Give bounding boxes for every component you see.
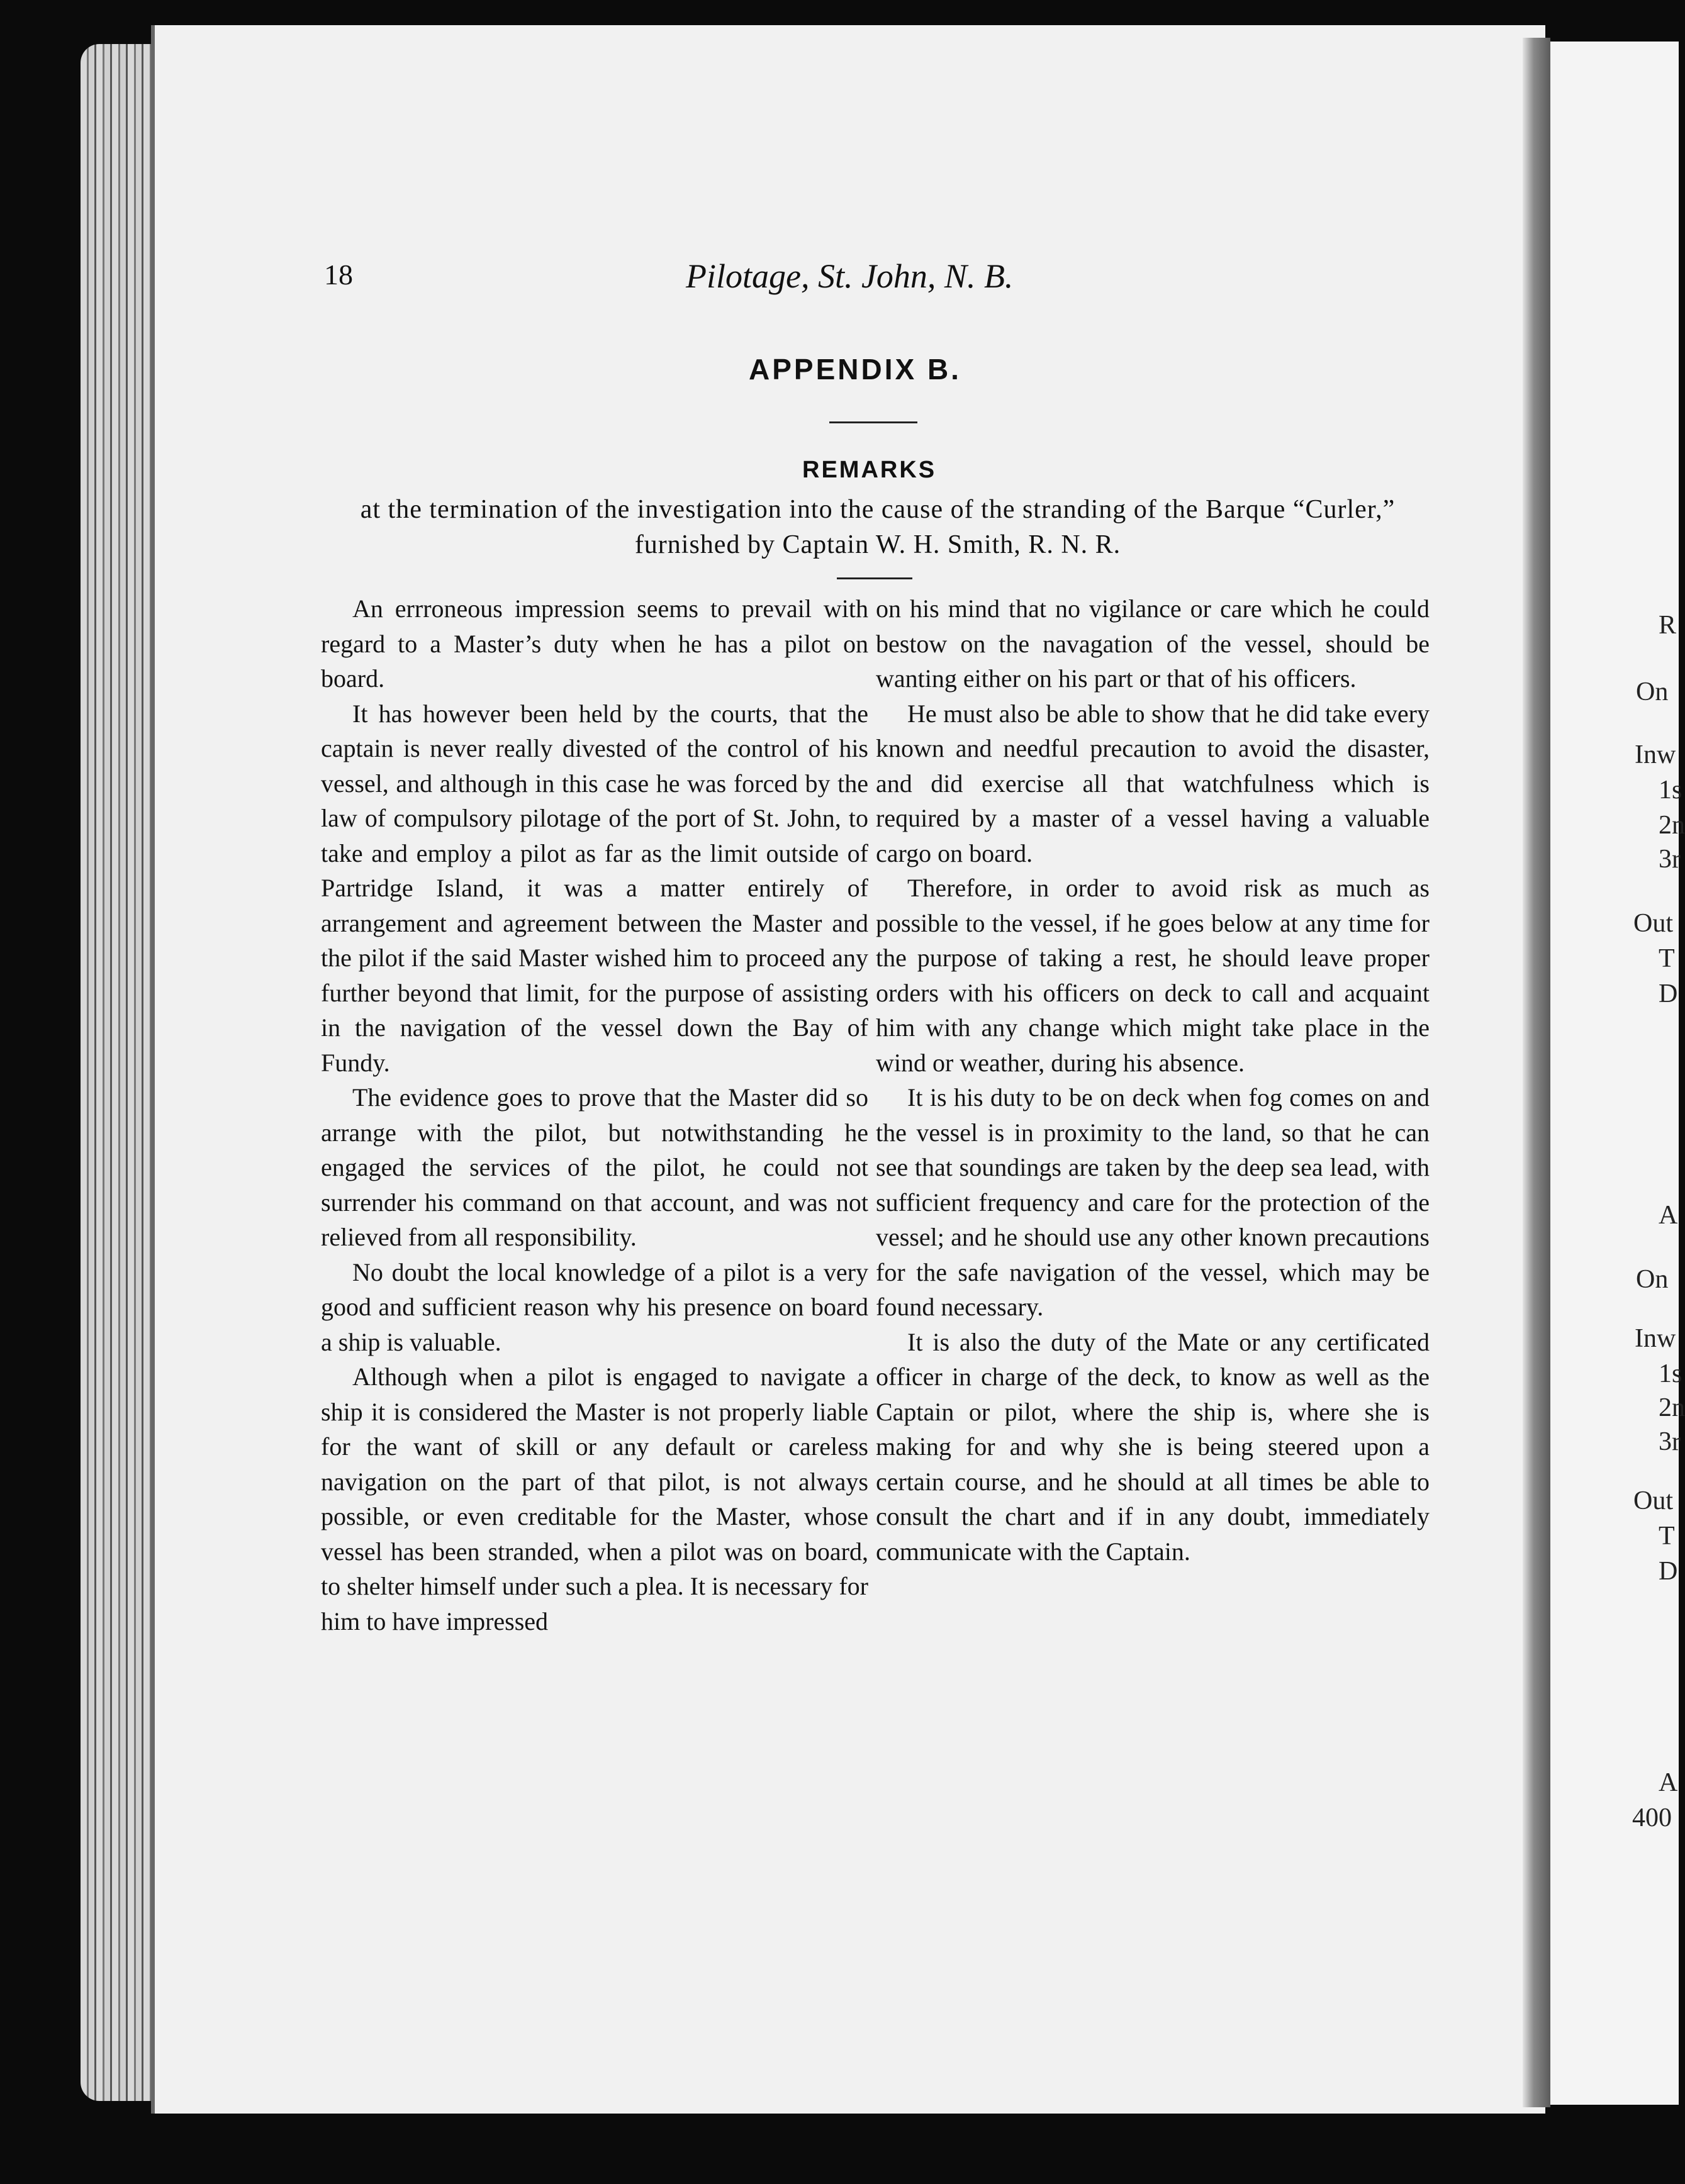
book-gutter [1523, 38, 1550, 2107]
paragraph: It is also the duty of the Mate or any certificated officer in charge of the deck, to know as well as the Captain or pilot, where the ship is, where she is making for and why she is being steered upon a certain course, and he should at all times be able to consult the chart and if in any doubt, immediately communicate with the Captain. [876, 1327, 1430, 1566]
appendix-title: APPENDIX B. [749, 353, 961, 386]
left-column [321, 591, 868, 1639]
paragraph: Although when a pilot is engaged to navigate a ship it is considered the Master is not properly liable for the want of skill or any default or careless navigation on the part of that pilot, is not always possible, or even creditable for the Master, whose vessel has been stranded, when a pilot was on board, to shelter himself under such a plea. It is necessary for him to have impressed [321, 1362, 868, 1635]
paragraph-continuation: on his mind that no vigilance or care which he could bestow on the navagation of the vessel, should be wanting either on his part or that of his officers. [876, 594, 1430, 693]
subtitle-rule [837, 577, 912, 579]
margin-fragment: Out [1633, 909, 1673, 938]
page-number: 18 [324, 259, 353, 291]
margin-fragment: 1s [1659, 776, 1682, 805]
running-head: Pilotage, St. John, N. B. [686, 257, 1014, 295]
margin-fragment: 2n [1659, 1393, 1685, 1422]
margin-fragment: On [1636, 677, 1669, 706]
margin-fragment: A [1659, 1768, 1678, 1797]
remarks-title: REMARKS [802, 457, 937, 483]
margin-fragment: D [1659, 1557, 1678, 1586]
margin-fragment: T [1659, 1522, 1675, 1551]
margin-fragment: 3r [1659, 1427, 1681, 1456]
margin-fragment: D [1659, 979, 1678, 1008]
margin-fragment: On [1636, 1265, 1669, 1294]
paragraph: Therefore, in order to avoid risk as much as possible to the vessel, if he goes below at any time for the purpose of taking a rest, he should leave proper orders with his officers on deck to call and acquaint him with any change which might take place in the wind or weather, during his absence. [876, 874, 1430, 1077]
margin-fragment: 2n [1659, 811, 1685, 840]
right-column [876, 591, 1430, 1569]
margin-fragment: Inw [1635, 1324, 1676, 1353]
margin-fragment: T [1659, 944, 1675, 973]
margin-fragment: 1s [1659, 1359, 1682, 1388]
paragraph: He must also be able to show that he did take every known and needful precaution to avoid the disaster, and did exercise all that watchfulness which is required by a master of a vessel having a valuable cargo on board. [876, 699, 1430, 867]
margin-fragment: A [1659, 1201, 1678, 1230]
margin-fragment: R [1659, 611, 1677, 640]
paragraph: An errroneous impression seems to prevail with regard to a Master’s duty when he has a pilot on board. [321, 594, 868, 693]
margin-fragment: 3r [1659, 845, 1681, 874]
paragraph: No doubt the local knowledge of a pilot is a very good and sufficient reason why his presence on board a ship is valuable. [321, 1257, 868, 1356]
paragraph: It has however been held by the courts, that the captain is never really divested of the control of his vessel, and although in this case he was forced by the law of compulsory pilotage of the port of St. John, to take and employ a pilot as far as the limit outside of Partridge Island, it was a matter entirely of arrangement and agreement between the Master and the pilot if the said Master wished him to proceed any further beyond that limit, for the purpose of assisting in the navigation of the vessel down the Bay of Fundy. [321, 699, 868, 1077]
margin-fragment: Inw [1635, 740, 1676, 769]
margin-fragment: Out [1633, 1486, 1673, 1515]
paragraph: The evidence goes to prove that the Master did so arrange with the pilot, but notwithstanding he engaged the services of the pilot, he could not surrender his command on that account, and was not relieved from all responsibility. [321, 1083, 868, 1251]
margin-fragment: 400 [1632, 1803, 1672, 1832]
subtitle: at the termination of the investigation into the cause of the stranding of the Barque “Curler,” furnished by Captain W. H. Smith, R. N. R. [360, 495, 1396, 559]
title-rule [829, 421, 917, 423]
paragraph: It is his duty to be on deck when fog comes on and the vessel is in proximity to the land, so that he can see that soundings are taken by the deep sea lead, with sufficient frequency and care for the protection of the vessel; and he should use any other known precautions for the safe navigation of the vessel, which may be found necessary. [876, 1083, 1430, 1321]
